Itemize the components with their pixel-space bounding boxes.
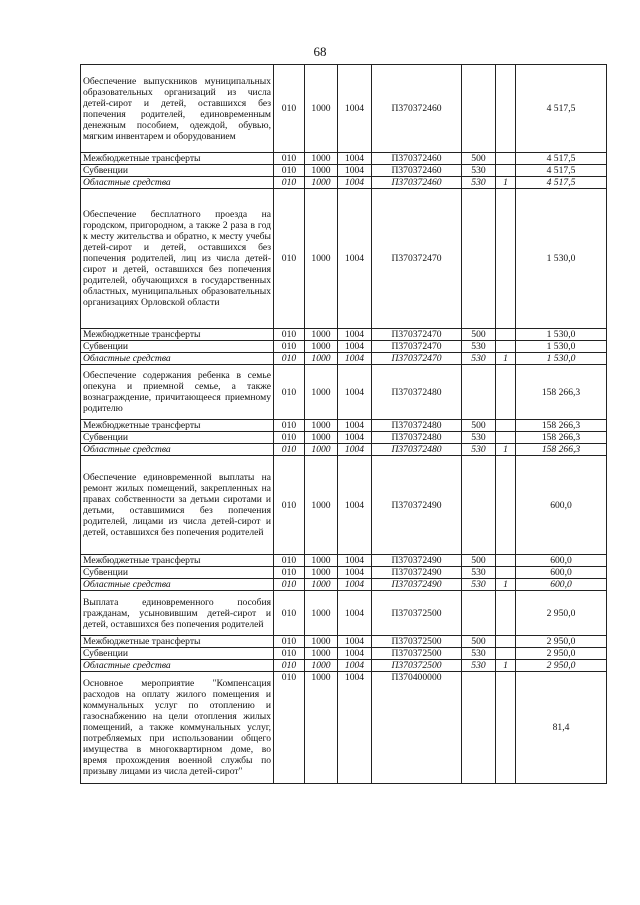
- row-code-cell: 1000: [305, 660, 338, 672]
- row-code-cell: П370372460: [372, 177, 462, 189]
- row-code-cell: 010: [274, 420, 305, 432]
- row-code-cell: П370372500: [372, 648, 462, 660]
- row-code-cell: 1004: [338, 341, 372, 353]
- row-code-cell: [496, 420, 516, 432]
- row-code-cell: 530: [462, 165, 496, 177]
- row-code-cell: 1004: [338, 660, 372, 672]
- row-code-cell: 1004: [338, 591, 372, 636]
- row-code-cell: [496, 567, 516, 579]
- row-code-cell: П370372480: [372, 420, 462, 432]
- row-code-cell: П370372470: [372, 189, 462, 329]
- row-code-cell: 1: [496, 660, 516, 672]
- row-code-cell: П370372490: [372, 456, 462, 555]
- row-code-cell: П370372480: [372, 444, 462, 456]
- page-number: 68: [313, 44, 327, 59]
- row-code-cell: [496, 432, 516, 444]
- row-code-cell: 500: [462, 555, 496, 567]
- row-code-cell: 1000: [305, 353, 338, 365]
- row-code-cell: 1000: [305, 579, 338, 591]
- row-code-cell: 1004: [338, 432, 372, 444]
- row-amount-cell: 1 530,0: [516, 189, 607, 329]
- row-code-cell: 1000: [305, 365, 338, 420]
- row-code-cell: 1004: [338, 672, 372, 784]
- row-code-cell: 530: [462, 579, 496, 591]
- row-code-cell: П370372500: [372, 660, 462, 672]
- row-name-cell: Областные средства: [81, 177, 274, 189]
- row-code-cell: 1000: [305, 444, 338, 456]
- row-code-cell: 1000: [305, 420, 338, 432]
- row-amount-cell: 4 517,5: [516, 65, 607, 153]
- table-row: [81, 153, 607, 165]
- row-name-cell: Субвенции: [81, 567, 274, 579]
- row-code-cell: 530: [462, 177, 496, 189]
- row-amount-cell: 158 266,3: [516, 444, 607, 456]
- row-code-cell: 1000: [305, 177, 338, 189]
- row-code-cell: 1: [496, 444, 516, 456]
- row-code-cell: 010: [274, 660, 305, 672]
- row-code-cell: [496, 636, 516, 648]
- row-code-cell: П370372490: [372, 555, 462, 567]
- row-code-cell: П370372460: [372, 65, 462, 153]
- row-name-cell: Межбюджетные трансферты: [81, 153, 274, 165]
- budget-table-body: [81, 65, 607, 784]
- row-code-cell: 010: [274, 555, 305, 567]
- row-code-cell: 010: [274, 444, 305, 456]
- row-code-cell: [462, 365, 496, 420]
- row-code-cell: 010: [274, 672, 305, 784]
- table-row: [81, 177, 607, 189]
- row-code-cell: 1: [496, 177, 516, 189]
- row-code-cell: 1004: [338, 579, 372, 591]
- row-code-cell: 010: [274, 591, 305, 636]
- row-code-cell: 530: [462, 432, 496, 444]
- row-code-cell: 1000: [305, 591, 338, 636]
- row-amount-cell: 4 517,5: [516, 177, 607, 189]
- table-row: [81, 432, 607, 444]
- row-code-cell: 1: [496, 579, 516, 591]
- table-row: [81, 579, 607, 591]
- row-code-cell: 1004: [338, 353, 372, 365]
- row-code-cell: 1000: [305, 165, 338, 177]
- row-amount-cell: 2 950,0: [516, 660, 607, 672]
- row-code-cell: П370372500: [372, 591, 462, 636]
- row-amount-cell: 81,4: [516, 672, 607, 784]
- table-row: [81, 672, 607, 784]
- row-name-cell: Субвенции: [81, 432, 274, 444]
- row-name-cell: Межбюджетные трансферты: [81, 636, 274, 648]
- row-code-cell: 010: [274, 432, 305, 444]
- row-code-cell: 530: [462, 353, 496, 365]
- table-row: [81, 660, 607, 672]
- row-name-cell: Межбюджетные трансферты: [81, 420, 274, 432]
- row-code-cell: 010: [274, 165, 305, 177]
- row-amount-cell: 158 266,3: [516, 365, 607, 420]
- row-code-cell: 1004: [338, 65, 372, 153]
- table-row: [81, 456, 607, 555]
- row-code-cell: [462, 189, 496, 329]
- row-code-cell: 010: [274, 177, 305, 189]
- table-row: [81, 567, 607, 579]
- row-name-cell: Областные средства: [81, 444, 274, 456]
- row-code-cell: 010: [274, 353, 305, 365]
- row-name-cell: Выплата единовременного пособия гражданам, усыновившим детей-сирот и детей, оставшихся без попечения родителей: [81, 591, 274, 636]
- table-row: [81, 648, 607, 660]
- row-name-cell: Областные средства: [81, 353, 274, 365]
- row-amount-cell: 2 950,0: [516, 648, 607, 660]
- row-code-cell: [496, 672, 516, 784]
- row-code-cell: 500: [462, 636, 496, 648]
- row-amount-cell: 158 266,3: [516, 432, 607, 444]
- table-row: [81, 591, 607, 636]
- row-name-cell: Областные средства: [81, 579, 274, 591]
- row-code-cell: 010: [274, 365, 305, 420]
- table-row: [81, 444, 607, 456]
- row-code-cell: [496, 341, 516, 353]
- row-amount-cell: 2 950,0: [516, 636, 607, 648]
- row-amount-cell: 1 530,0: [516, 353, 607, 365]
- row-code-cell: [496, 591, 516, 636]
- row-code-cell: 500: [462, 329, 496, 341]
- table-row: [81, 341, 607, 353]
- row-code-cell: 010: [274, 456, 305, 555]
- row-code-cell: 1000: [305, 153, 338, 165]
- row-name-cell: Обеспечение единовременной выплаты на ремонт жилых помещений, закрепленных на правах собственности за детьми сиротами и детьми, оставшимися без попечения родителей, лицами из числа детей-сирот и детей, оставшихся без попечения родителей: [81, 456, 274, 555]
- row-amount-cell: 158 266,3: [516, 420, 607, 432]
- row-code-cell: П370372480: [372, 432, 462, 444]
- row-code-cell: [462, 65, 496, 153]
- row-code-cell: П370372470: [372, 329, 462, 341]
- row-name-cell: Межбюджетные трансферты: [81, 555, 274, 567]
- table-row: [81, 365, 607, 420]
- budget-table: [80, 64, 607, 784]
- row-code-cell: [462, 456, 496, 555]
- row-name-cell: Обеспечение содержания ребенка в семье опекуна и приемной семье, а также вознаграждение, причитающееся приемному родителю: [81, 365, 274, 420]
- row-amount-cell: 600,0: [516, 579, 607, 591]
- row-code-cell: 1000: [305, 329, 338, 341]
- row-code-cell: [496, 456, 516, 555]
- row-code-cell: 1004: [338, 555, 372, 567]
- row-code-cell: [496, 153, 516, 165]
- row-code-cell: 010: [274, 648, 305, 660]
- row-code-cell: 1: [496, 353, 516, 365]
- row-code-cell: П370372490: [372, 579, 462, 591]
- row-code-cell: 530: [462, 341, 496, 353]
- row-code-cell: 530: [462, 567, 496, 579]
- row-name-cell: Обеспечение бесплатного проезда на городском, пригородном, а также 2 раза в год к месту жительства и обратно, к месту учебы детей-сирот и детей, оставшихся без попечения родителей, лиц из числа детей-сирот и детей, оставшихся без попечения родителей, обучающихся в государственных областных, муниципальных образовательных организациях Орловской области: [81, 189, 274, 329]
- row-code-cell: 1004: [338, 567, 372, 579]
- row-code-cell: 1004: [338, 165, 372, 177]
- row-code-cell: 010: [274, 65, 305, 153]
- row-code-cell: П370400000: [372, 672, 462, 784]
- row-code-cell: 1004: [338, 189, 372, 329]
- row-code-cell: 500: [462, 153, 496, 165]
- row-code-cell: 1000: [305, 341, 338, 353]
- row-code-cell: 1004: [338, 636, 372, 648]
- row-name-cell: Субвенции: [81, 648, 274, 660]
- row-code-cell: [496, 555, 516, 567]
- row-amount-cell: 4 517,5: [516, 153, 607, 165]
- row-code-cell: 1004: [338, 365, 372, 420]
- row-code-cell: 1004: [338, 420, 372, 432]
- row-code-cell: 1000: [305, 648, 338, 660]
- row-code-cell: П370372460: [372, 165, 462, 177]
- row-code-cell: [496, 189, 516, 329]
- row-code-cell: 1000: [305, 189, 338, 329]
- row-code-cell: 1000: [305, 672, 338, 784]
- row-code-cell: 010: [274, 341, 305, 353]
- row-code-cell: 1000: [305, 456, 338, 555]
- row-name-cell: Обеспечение выпускников муниципальных образовательных организаций из числа детей-сирот и детей, оставшихся без попечения родителей, единовременным денежным пособием, одеждой, обувью, мягким инвентарем и оборудованием: [81, 65, 274, 153]
- row-code-cell: 1004: [338, 177, 372, 189]
- row-code-cell: [496, 165, 516, 177]
- row-amount-cell: 4 517,5: [516, 165, 607, 177]
- row-code-cell: [496, 65, 516, 153]
- table-row: [81, 353, 607, 365]
- row-code-cell: П370372470: [372, 353, 462, 365]
- row-code-cell: 530: [462, 660, 496, 672]
- table-row: [81, 420, 607, 432]
- row-code-cell: 530: [462, 444, 496, 456]
- row-code-cell: 010: [274, 329, 305, 341]
- row-code-cell: 010: [274, 189, 305, 329]
- table-row: [81, 65, 607, 153]
- row-code-cell: [462, 672, 496, 784]
- row-amount-cell: 1 530,0: [516, 329, 607, 341]
- row-code-cell: 010: [274, 579, 305, 591]
- row-code-cell: П370372500: [372, 636, 462, 648]
- row-code-cell: 010: [274, 567, 305, 579]
- row-code-cell: П370372490: [372, 567, 462, 579]
- row-code-cell: 1004: [338, 648, 372, 660]
- row-code-cell: 1000: [305, 432, 338, 444]
- row-code-cell: 1000: [305, 567, 338, 579]
- row-name-cell: Основное мероприятие "Компенсация расходов на оплату жилого помещения и коммунальных услуг по отоплению и газоснабжению на цели отопления жилых помещений, а также коммунальных услуг, потребляемых при использовании общего имущества в многоквартирном доме, во время прохождения военной службы по призыву лицами из числа детей-сирот": [81, 672, 274, 784]
- row-amount-cell: 600,0: [516, 456, 607, 555]
- table-row: [81, 555, 607, 567]
- row-code-cell: [496, 329, 516, 341]
- row-amount-cell: 600,0: [516, 567, 607, 579]
- row-code-cell: 1004: [338, 153, 372, 165]
- row-code-cell: П370372470: [372, 341, 462, 353]
- row-code-cell: 1000: [305, 636, 338, 648]
- row-code-cell: П370372480: [372, 365, 462, 420]
- row-code-cell: 010: [274, 636, 305, 648]
- row-name-cell: Областные средства: [81, 660, 274, 672]
- row-code-cell: 010: [274, 153, 305, 165]
- row-amount-cell: 600,0: [516, 555, 607, 567]
- table-row: [81, 636, 607, 648]
- row-amount-cell: 2 950,0: [516, 591, 607, 636]
- row-code-cell: 1004: [338, 329, 372, 341]
- row-code-cell: П370372460: [372, 153, 462, 165]
- row-code-cell: 500: [462, 420, 496, 432]
- row-code-cell: [496, 648, 516, 660]
- row-code-cell: [462, 591, 496, 636]
- row-code-cell: 1000: [305, 555, 338, 567]
- row-code-cell: 1004: [338, 444, 372, 456]
- row-code-cell: 1004: [338, 456, 372, 555]
- table-row: [81, 189, 607, 329]
- row-name-cell: Субвенции: [81, 165, 274, 177]
- table-row: [81, 329, 607, 341]
- row-code-cell: 530: [462, 648, 496, 660]
- row-name-cell: Межбюджетные трансферты: [81, 329, 274, 341]
- row-code-cell: 1000: [305, 65, 338, 153]
- table-row: [81, 165, 607, 177]
- row-code-cell: [496, 365, 516, 420]
- row-amount-cell: 1 530,0: [516, 341, 607, 353]
- row-name-cell: Субвенции: [81, 341, 274, 353]
